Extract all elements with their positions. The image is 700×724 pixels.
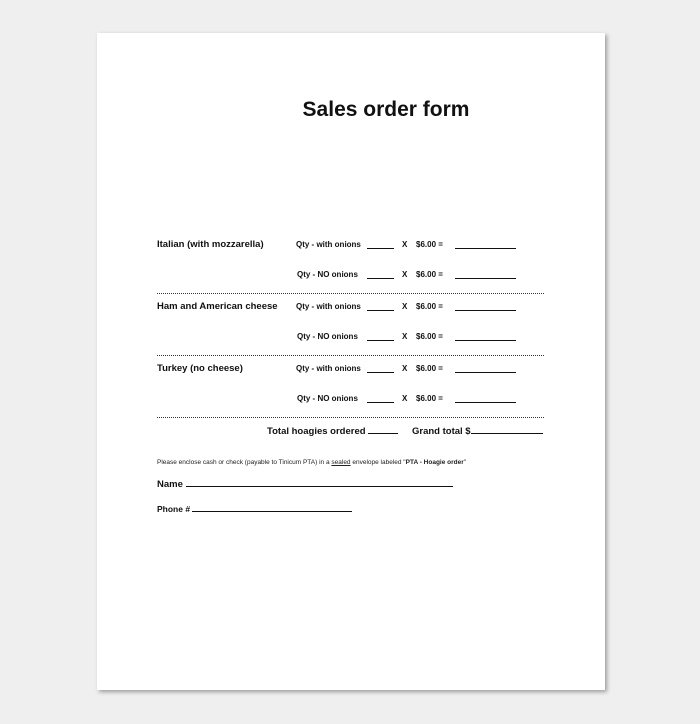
unit-price: $6.00 =	[416, 332, 443, 341]
phone-label: Phone #	[157, 504, 191, 514]
grand-total-label: Grand total $	[412, 426, 471, 437]
name-label: Name	[157, 479, 183, 490]
line-total-blank[interactable]	[455, 240, 516, 249]
qty-blank[interactable]	[367, 364, 394, 373]
unit-price: $6.00 =	[416, 302, 443, 311]
qty-blank[interactable]	[367, 302, 394, 311]
section-divider	[157, 355, 544, 356]
total-hoagies-blank[interactable]	[368, 425, 398, 434]
phone-blank[interactable]	[192, 503, 352, 512]
item-name: Italian (with mozzarella)	[157, 239, 264, 250]
unit-price: $6.00 =	[416, 270, 443, 279]
times-sign: X	[402, 240, 408, 249]
qty-blank[interactable]	[367, 394, 394, 403]
qty-label: Qty - NO onions	[297, 270, 358, 279]
line-total-blank[interactable]	[455, 332, 516, 341]
qty-blank[interactable]	[367, 270, 394, 279]
qty-blank[interactable]	[367, 332, 394, 341]
grand-total-blank[interactable]	[471, 425, 543, 434]
phone-field	[157, 503, 352, 514]
document-page	[97, 33, 605, 690]
unit-price: $6.00 =	[416, 240, 443, 249]
total-hoagies-label: Total hoagies ordered	[267, 426, 366, 437]
line-total-blank[interactable]	[455, 364, 516, 373]
times-sign: X	[402, 332, 408, 341]
qty-label: Qty - NO onions	[297, 394, 358, 403]
line-total-blank[interactable]	[455, 302, 516, 311]
qty-label: Qty - with onions	[296, 364, 361, 373]
name-blank[interactable]	[186, 478, 453, 487]
instructions-note: Please enclose cash or check (payable to Tinicum PTA) in a sealed envelope labeled "PTA - Hoagie order"	[157, 459, 467, 466]
name-field	[157, 478, 453, 490]
page-title: Sales order form	[302, 98, 470, 121]
qty-label: Qty - NO onions	[297, 332, 358, 341]
section-divider	[157, 293, 544, 294]
qty-label: Qty - with onions	[296, 240, 361, 249]
times-sign: X	[402, 270, 408, 279]
line-total-blank[interactable]	[455, 394, 516, 403]
item-name: Turkey (no cheese)	[157, 363, 243, 374]
grand-total	[412, 425, 543, 437]
times-sign: X	[402, 394, 408, 403]
unit-price: $6.00 =	[416, 364, 443, 373]
unit-price: $6.00 =	[416, 394, 443, 403]
total-hoagies	[267, 425, 398, 437]
section-divider	[157, 417, 544, 418]
times-sign: X	[402, 364, 408, 373]
item-name: Ham and American cheese	[157, 301, 278, 312]
qty-label: Qty - with onions	[296, 302, 361, 311]
times-sign: X	[402, 302, 408, 311]
qty-blank[interactable]	[367, 240, 394, 249]
line-total-blank[interactable]	[455, 270, 516, 279]
